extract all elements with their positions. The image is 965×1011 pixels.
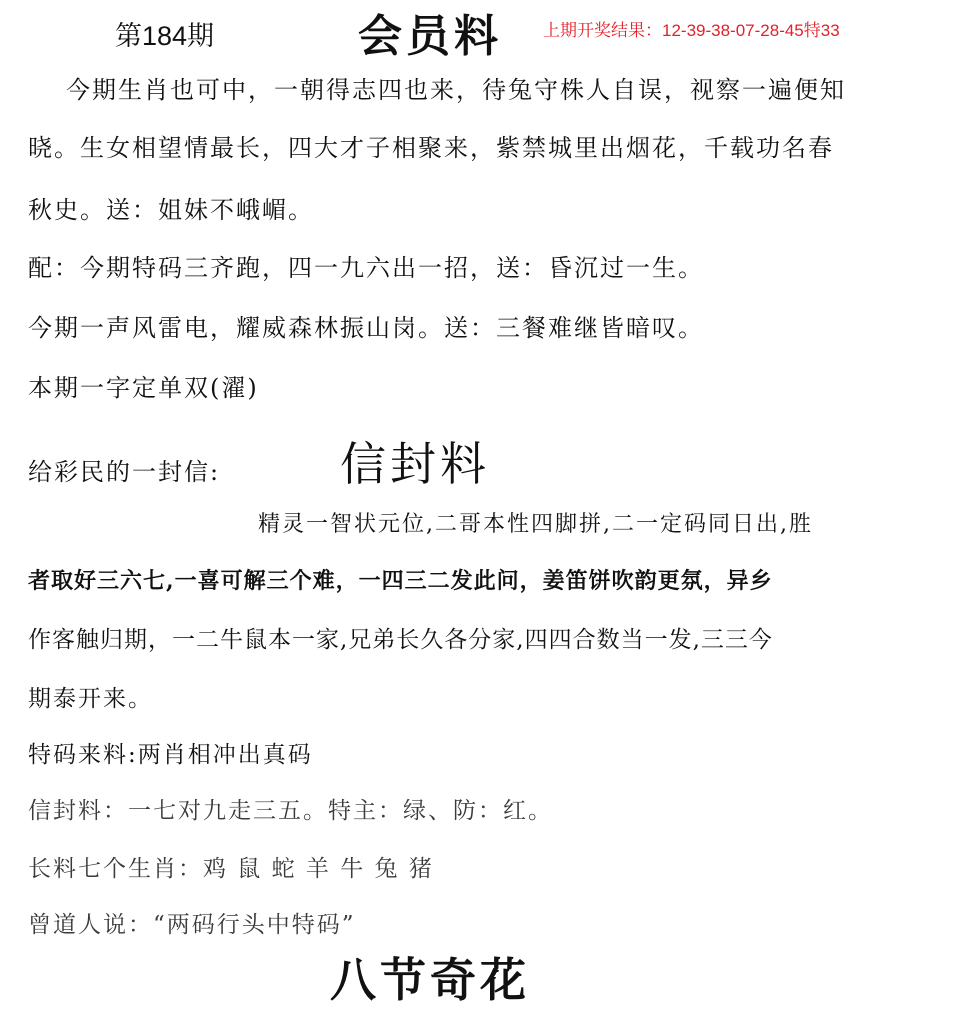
letter-line-4: 期泰开来。 [28, 686, 153, 712]
envelope-title: 信封料 [340, 437, 490, 491]
letter-line-1: 精灵一智状元位,二哥本性四脚拼,二一定码同日出,胜 [258, 512, 813, 537]
letter-line-2: 者取好三六七,一喜可解三个难，一四三二发此问，姜笛饼吹韵更氛，异乡 [28, 568, 773, 594]
last-draw-result: 上期开奖结果：12-39-38-07-28-45特33 [543, 21, 840, 40]
flower-title: 八节奇花 [330, 953, 530, 1007]
poem-line-2: 晓。生女相望情最长，四大才子相聚来，紫禁城里出烟花，千载功名春 [28, 134, 834, 162]
letter-line-3: 作客触归期，一二牛鼠本一家,兄弟长久各分家,四四合数当一发,三三今 [28, 627, 773, 653]
odd-even-line: 本期一字定单双(濯) [28, 374, 259, 402]
seven-zodiac-line: 长料七个生肖：鸡 鼠 蛇 羊 牛 兔 猪 [28, 856, 434, 882]
thunder-line: 今期一声风雷电，耀威森林振山岗。送：三餐难继皆暗叹。 [28, 314, 704, 342]
taoist-line: 曾道人说：“两码行头中特码” [28, 912, 356, 938]
poem-line-3: 秋史。送：姐妹不峨嵋。 [28, 196, 314, 224]
special-source-line: 特码来料:两肖相冲出真码 [28, 742, 313, 768]
issue-number: 第184期 [115, 21, 215, 51]
member-title: 会员料 [358, 11, 502, 62]
letter-label: 给彩民的一封信: [28, 458, 221, 486]
envelope-tip-line: 信封料：一七对九走三五。特主：绿、防：红。 [28, 798, 553, 824]
poem-line-1: 今期生肖也可中，一朝得志四也来，待兔守株人自误，视察一遍便知 [66, 76, 846, 104]
pair-line: 配：今期特码三齐跑，四一九六出一招，送：昏沉过一生。 [28, 254, 704, 282]
